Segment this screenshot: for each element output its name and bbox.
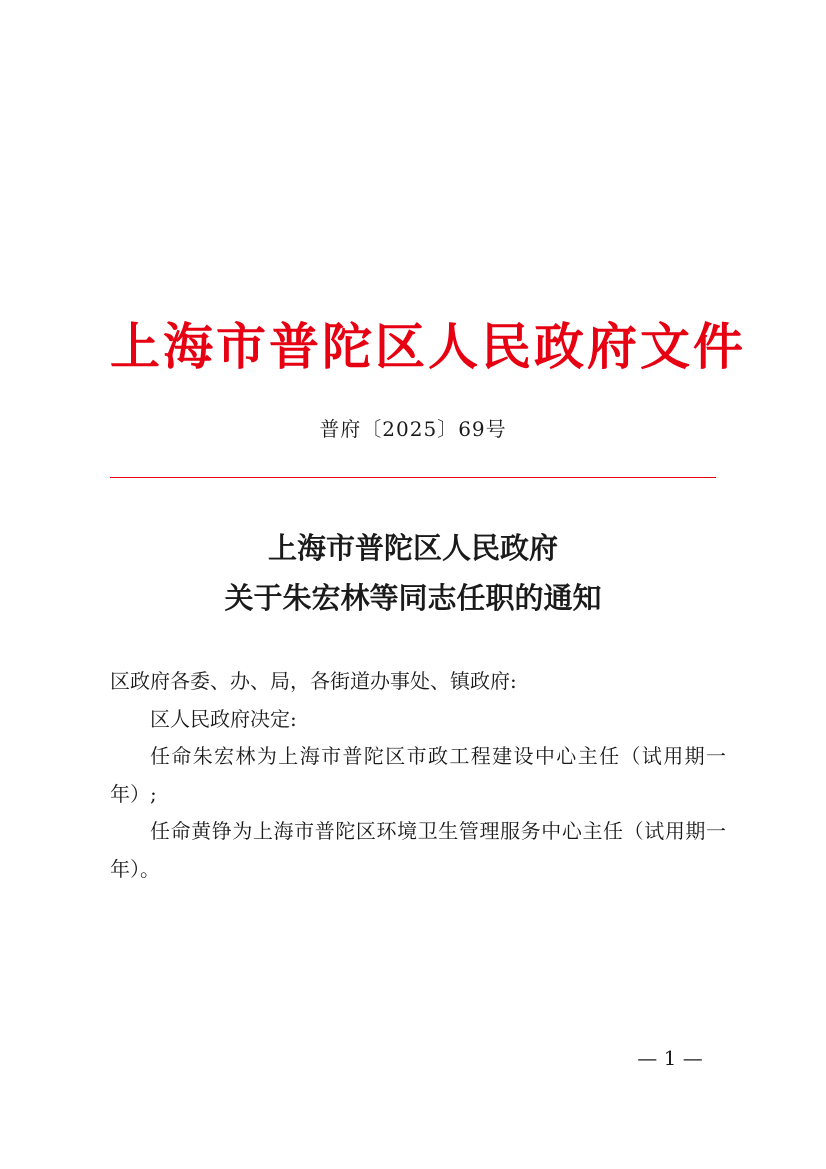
body-paragraph: 任命黄铮为上海市普陀区环境卫生管理服务中心主任（试用期一年）。 — [110, 819, 726, 881]
issuer-heading: 上海市普陀区人民政府文件 — [110, 317, 746, 376]
document-title-line-2: 关于朱宏林等同志任职的通知 — [224, 581, 602, 615]
document-number: 普府〔2025〕69号 — [319, 417, 507, 441]
page-number: — 1 — — [637, 1046, 703, 1070]
body-paragraph: 任命朱宏林为上海市普陀区市政工程建设中心主任（试用期一年）; — [110, 744, 726, 806]
document-title-line-1: 上海市普陀区人民政府 — [267, 531, 558, 565]
red-divider-line — [110, 477, 716, 478]
body-paragraph: 区人民政府决定: — [150, 706, 297, 731]
document-body — [110, 663, 726, 888]
salutation: 区政府各委、办、局，各街道办事处、镇政府: — [110, 669, 517, 693]
